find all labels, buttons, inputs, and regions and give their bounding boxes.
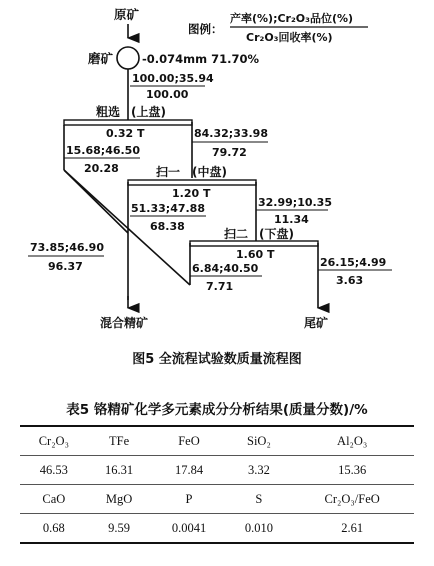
table-header-cell: Al₂O₃ <box>290 426 414 456</box>
table-header-cell: Cr₂O₃/FeO <box>290 485 414 514</box>
table-header-cell: TFe <box>88 426 151 456</box>
scav2-tail-1: 26.15;4.99 <box>320 256 387 269</box>
grind-spec: -0.074mm 71.70% <box>142 52 260 66</box>
table-cell: 9.59 <box>88 514 151 544</box>
table-title: 表5 铬精矿化学多元素成分分析结果(质量分数)/% <box>66 402 368 418</box>
scav1-table <box>128 180 256 185</box>
legend-bottom: Cr₂O₃回收率(%) <box>246 31 333 44</box>
legend-prefix: 图例： <box>188 22 223 36</box>
composition-table <box>20 425 414 544</box>
table-cell: 15.36 <box>290 456 414 485</box>
table-header-cell: SiO₂ <box>227 426 290 456</box>
table-cell: 2.61 <box>290 514 414 544</box>
table-header-row-1 <box>20 426 414 456</box>
figure-caption: 图5 全流程试验数质量流程图 <box>132 352 302 367</box>
rougher-deck: (上盘) <box>131 105 166 119</box>
rougher-tail-1: 84.32;33.98 <box>194 127 268 140</box>
scav1-tail-2: 11.34 <box>274 213 309 226</box>
scav2-conc-1: 6.84;40.50 <box>192 262 259 275</box>
scav1-deck: (中盘) <box>192 165 227 179</box>
mixed-conc-label: 混合精矿 <box>100 316 149 330</box>
scav1-label: 扫一 <box>156 165 181 179</box>
scav2-tail-2: 3.63 <box>336 274 364 287</box>
table-cell: 16.31 <box>88 456 151 485</box>
table-cell: 3.32 <box>227 456 290 485</box>
tailings-label: 尾矿 <box>304 316 329 330</box>
rougher-label: 粗选 <box>96 105 121 119</box>
scav1-tail-1: 32.99;10.35 <box>258 196 332 209</box>
legend-top: 产率(%);Cr₂O₃品位(%) <box>230 12 354 25</box>
mixed-conc-1: 73.85;46.90 <box>30 241 104 254</box>
table-header-cell: P <box>151 485 228 514</box>
rougher-conc-2: 20.28 <box>84 162 119 175</box>
table-row-2 <box>20 514 414 544</box>
scav2-table <box>190 241 318 246</box>
feed-value-1: 100.00;35.94 <box>132 72 214 85</box>
table-cell: 0.68 <box>20 514 88 544</box>
table-header-cell: MgO <box>88 485 151 514</box>
legend <box>188 11 368 44</box>
table-cell: 0.010 <box>227 514 290 544</box>
table-cell: 46.53 <box>20 456 88 485</box>
scav2-feed-rate: 1.60 T <box>236 248 275 261</box>
scav2-label: 扫二 <box>224 227 249 241</box>
mixed-conc-2: 96.37 <box>48 260 83 273</box>
grind-label: 磨矿 <box>88 51 114 66</box>
feed-value-2: 100.00 <box>146 88 189 101</box>
rougher-feed-rate: 0.32 T <box>106 127 145 140</box>
rougher-table <box>64 120 192 125</box>
scav2-conc-2: 7.71 <box>206 280 234 293</box>
table-header-row-2 <box>20 485 414 514</box>
table-header-cell: S <box>227 485 290 514</box>
scav2-deck: (下盘) <box>259 227 294 241</box>
table-cell: 0.0041 <box>151 514 228 544</box>
table-header-cell: Cr₂O₃ <box>20 426 88 456</box>
rougher-conc-1: 15.68;46.50 <box>66 144 140 157</box>
scav1-feed-rate: 1.20 T <box>172 187 211 200</box>
table-header-cell: CaO <box>20 485 88 514</box>
rougher-tail-2: 79.72 <box>212 146 247 159</box>
table-header-cell: FeO <box>151 426 228 456</box>
table-row-1 <box>20 456 414 485</box>
feed-label: 原矿 <box>114 7 140 22</box>
scav1-conc-1: 51.33;47.88 <box>131 202 205 215</box>
grinding-mill <box>117 47 139 69</box>
scav1-conc-2: 68.38 <box>150 220 185 233</box>
table-cell: 17.84 <box>151 456 228 485</box>
